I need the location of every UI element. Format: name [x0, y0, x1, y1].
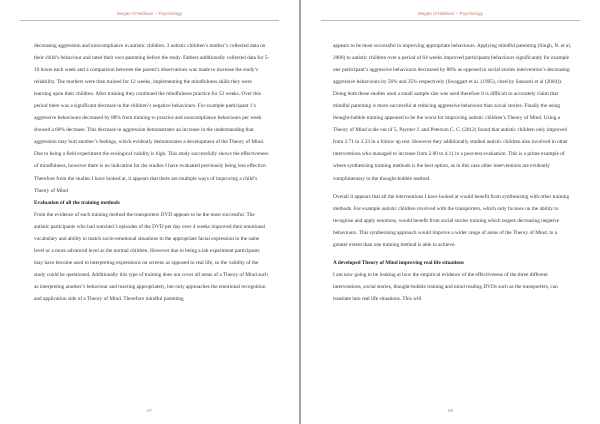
- running-head: Megan O'Hallinan – Psychology: [418, 11, 483, 16]
- left-paragraph-2: From the evidence of each training method the transporters DVD appears to be the most successful. The autistic participants who had watched 3 episodes of the DVD per day over 4 weeks improved their emotional vocabulary and ability to match socio-emotional situations to the appropriate facial expression to the same level or a more advanced level as the normal children. However due to being a lab experiment participants may have become used to interpreting expressions on screens as opposed to real life, so the validity of the study could be questioned. Additionally this type of training does not cover all areas of a Theory of Mind such as interpreting another’s behaviour and reacting appropriately, but only approaches the emotional recognition and application side of a Theory of Mind. Therefore mindful parenting: [34, 211, 268, 302]
- right-page-body: [333, 40, 573, 305]
- right-page: [301, 0, 600, 424]
- section-heading: Evaluation of all the training methods: [34, 199, 120, 206]
- page-number: 67: [147, 408, 152, 413]
- section-heading: A developed Theory of Mind improving real life situations: [333, 259, 464, 266]
- right-paragraph-2: Overall it appears that all the interventions I have looked at would benefit from synthesising with other training methods. For example autistic children involved with the transporters, which only focuses on the ability to recognise and apply emotions, would benefit from social stories training which targets decreasing negative behaviours. This synthesising approach would improve a wider range of areas of the Theory of Mind, to a greater extent than one training method is able to achieve.: [333, 193, 570, 248]
- left-page-body: [34, 40, 270, 305]
- header-rule: [20, 20, 279, 21]
- header-rule: [321, 20, 580, 21]
- left-paragraph-1: decreasing aggression and noncompliance in autistic children. 3 autistic children’s mother’s collected data on their child’s behaviour and rated their own parenting before the study. Fathers additionally collected data for 5-10 hours each week and a comparison between the parent’s observations was made to increase the study’s reliability. The mothers were then trained for 12 weeks, implementing the mindfulness skills they were learning upon their children. After training they continued the mindfulness practice for 52 weeks. Over this period there was a significant decrease in the children’s negative behaviours. For example participant 1’s aggressive behaviours decreased by 88% from training to practice and noncompliance behaviours per week showed a 68% decrease. This decrease in aggression demonstrates an increase in the understanding that aggression may hurt another’s feelings, which evidently demonstrates a development of the Theory of Mind. Due to being a field experiment the ecological validity is high. This study successfully shows the effectiveness of mindfulness, however there is no indication for the studies I have evaluated previously being less effective. Therefore from the studies I have looked at, it appears that there are multiple ways of improving a child’s Theory of Mind: [34, 43, 270, 194]
- right-paragraph-3: I am now going to be looking at how the empirical evidence of the effectiveness of the three different interventions, social stories, thought-bubble training and mind reading DVDs such as the transporters, can translate into real life situations. This will: [333, 271, 558, 302]
- left-page: [0, 0, 299, 424]
- right-paragraph-1: appears to be most successful in improving appropriate behaviours. Applying mindful parenting (Singh, N. et al, 2006) to autistic children over a period of 64 weeks improved participants behaviours significantly for example one participant’s aggressive behaviours decreased by 88% as opposed to social stories intervention’s decreasing aggressive behaviours by 56% and 35% respectively (Swaggart et al. (1995), cited by Sansosti et al (2004)). Doing both these studies used a small sample size was used therefore it is difficult to accurately claim that mindful parenting is more successful at reducing aggressive behaviour than social stories. Finally the using thought-bubble training appeared to be the worst for improving autistic children’s Theory of Mind. Using a Theory of Mind scale out of 5, Paynter J. and Peterson C. C. (2012) found that autistic children only improved from 2.71 to 3.33 in a follow up test. However they additionally studied autistic children also involved in other interventions who managed to increase from 2.00 to 4.11 in a post-test evaluation. This is a prime example of where synthesising training methods is the best option, as in this case other interventions are evidently complimentary to the thought-bubble method.: [333, 43, 572, 182]
- page-number: 68: [448, 408, 453, 413]
- running-head: Megan O'Hallinan – Psychology: [117, 11, 182, 16]
